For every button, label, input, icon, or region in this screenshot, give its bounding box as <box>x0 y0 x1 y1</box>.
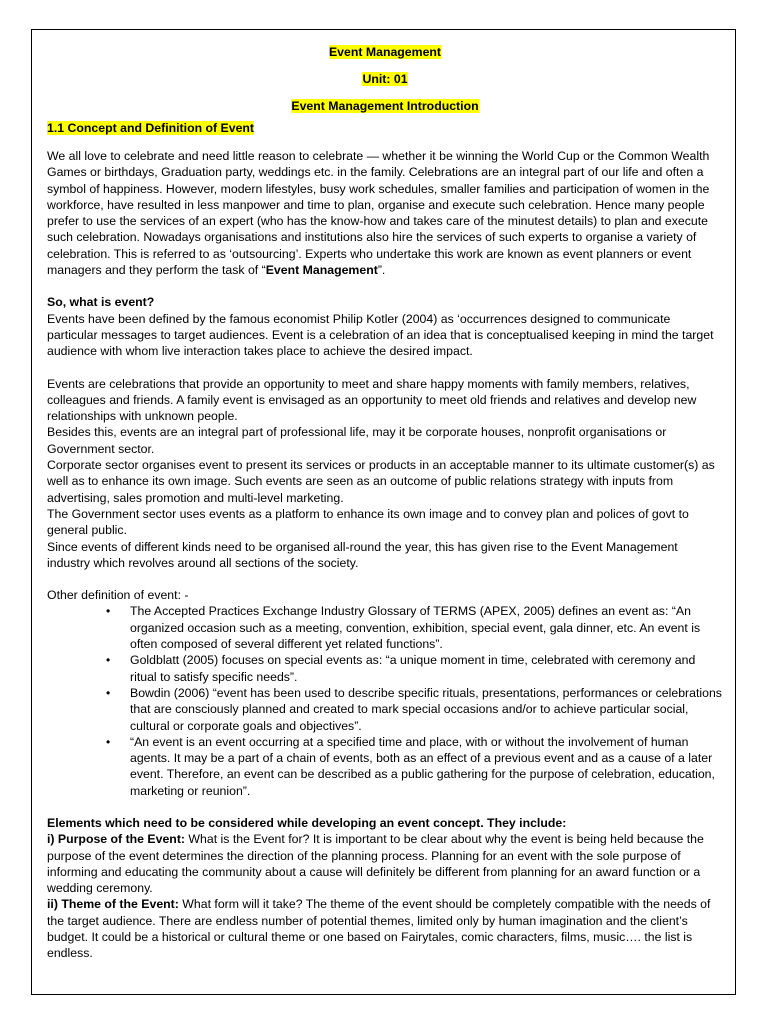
list-item: • “An event is an event occurring at a specified time and place, with or without the involvement of human agents. It may be a part of a chain of events, both as an effect of a previous event and as a cause of a later event. Therefore, an event can be described as a public gathering for the purpose of celebration, education, marketing or reunion”. <box>130 734 723 799</box>
intro-paragraph <box>47 148 723 278</box>
section-heading <box>47 121 723 148</box>
element-purpose-text: What is the Event for? It is important to be clear about why the event is being held because the purpose of the event determines the direction of the planning process. Planning for an event with the sole purpose of informing and educating the community about a cause will definitely be different from planning for an award function or a wedding ceremony. <box>47 832 704 896</box>
document-subtitle <box>47 94 723 121</box>
paragraph-industry: Since events of different kinds need to be organised all-round the year, this has given rise to the Event Management industry which revolves around all sections of the society. <box>47 539 678 570</box>
elements-heading-text: Elements which need to be considered while developing an event concept. They include: <box>47 815 567 830</box>
element-purpose <box>47 831 723 896</box>
document-title-text: Event Management <box>328 45 442 59</box>
document-subtitle-text: Event Management Introduction <box>291 99 479 113</box>
paragraph-government-sector: The Government sector uses events as a platform to enhance its own image and to convey plan and polices of govt to general public. <box>47 506 689 538</box>
definitions-list <box>47 603 723 799</box>
paragraph-family-events: Events are celebrations that provide an opportunity to meet and share happy moments with family members, relatives, colleagues and friends. A family event is envisaged as an opportunity to meet old friends and relatives and develop new relationships with unknown people. <box>47 376 697 424</box>
spacer <box>47 278 723 294</box>
document-title <box>47 40 723 67</box>
intro-paragraph-text: We all love to celebrate and need little reason to celebrate — whether it be winning the World Cup or the Common Wealth Games or birthdays, Graduation party, weddings etc. in the family. Celebrations are an integral part of our life and often a symbol of happiness. However, modern lifestyles, busy work schedules, smaller families and participation of women in the workforce, have resulted in less manpower and time to plan, organise and execute such celebration. Hence many people prefer to use the services of an expert (who has the know-how and takes care of the minutest details) to plan and execute such celebration. Nowadays organisations and institutions also hire the services of such experts to organise a variety of celebration. This is referred to as ‘outsourcing’. Experts who undertake this work are known as event planners or event managers and they perform the task of “ <box>47 149 710 278</box>
list-item: • The Accepted Practices Exchange Industry Glossary of TERMS (APEX, 2005) defines an event as: “An organized occasion such as a meeting, convention, exhibition, special event, gala dinner, etc. An event is often composed of several different yet related functions”. <box>130 603 723 652</box>
intro-bold-term: Event Management <box>265 263 378 278</box>
document-body <box>47 40 723 962</box>
list-item: • Goldblatt (2005) focuses on special events as: “a unique moment in time, celebrated with ceremony and ritual to satisfy specific needs”. <box>130 652 723 685</box>
element-theme-label: ii) Theme of the Event: <box>47 897 179 912</box>
elements-heading <box>47 815 723 831</box>
unit-label <box>47 67 723 94</box>
spacer <box>47 571 723 587</box>
other-definitions-label: Other definition of event: - <box>47 588 189 603</box>
spacer <box>47 360 723 376</box>
section-heading-text: 1.1 Concept and Definition of Event <box>47 121 255 135</box>
paragraph-professional-life: Besides this, events are an integral part of professional life, may it be corporate houses, nonprofit organisations or Government sector. <box>47 425 667 456</box>
element-purpose-label: i) Purpose of the Event: <box>47 832 186 847</box>
unit-label-text: Unit: 01 <box>362 72 408 86</box>
element-theme-text: What form will it take? The theme of the event should be completely compatible with the needs of the target audience. There are endless number of potential themes, limited only by human imagination and the client’s budget. It could be a historical or cultural theme or one based on Fairytales, comic characters, films, music…. the list is endless. <box>47 897 711 961</box>
spacer <box>47 799 723 815</box>
paragraph-corporate-sector: Corporate sector organises event to present its services or products in an acceptable manner to its ultimate customer(s) as well as to enhance its own image. Such events are seen as an outcome of public relations strategy with inputs from advertising, sales promotion and multi-level marketing. <box>47 458 715 505</box>
intro-paragraph-end: ”. <box>377 263 386 278</box>
kotler-paragraph: Events have been defined by the famous economist Philip Kotler (2004) as ‘occurrences designed to communicate particular messages to target audiences. Event is a celebration of an idea that is conceptualised keeping in mind the target audience with whom live interaction takes place to achieve the desired impact. <box>47 311 714 359</box>
what-is-event-heading <box>47 294 723 310</box>
what-is-event-heading-text: So, what is event? <box>47 295 155 310</box>
element-theme <box>47 896 723 961</box>
list-item: • Bowdin (2006) “event has been used to describe specific rituals, presentations, performances or celebrations that are consciously planned and created to mark special occasions and/or to achieve particular social, cultural or corporate goals and objectives”. <box>130 685 723 734</box>
